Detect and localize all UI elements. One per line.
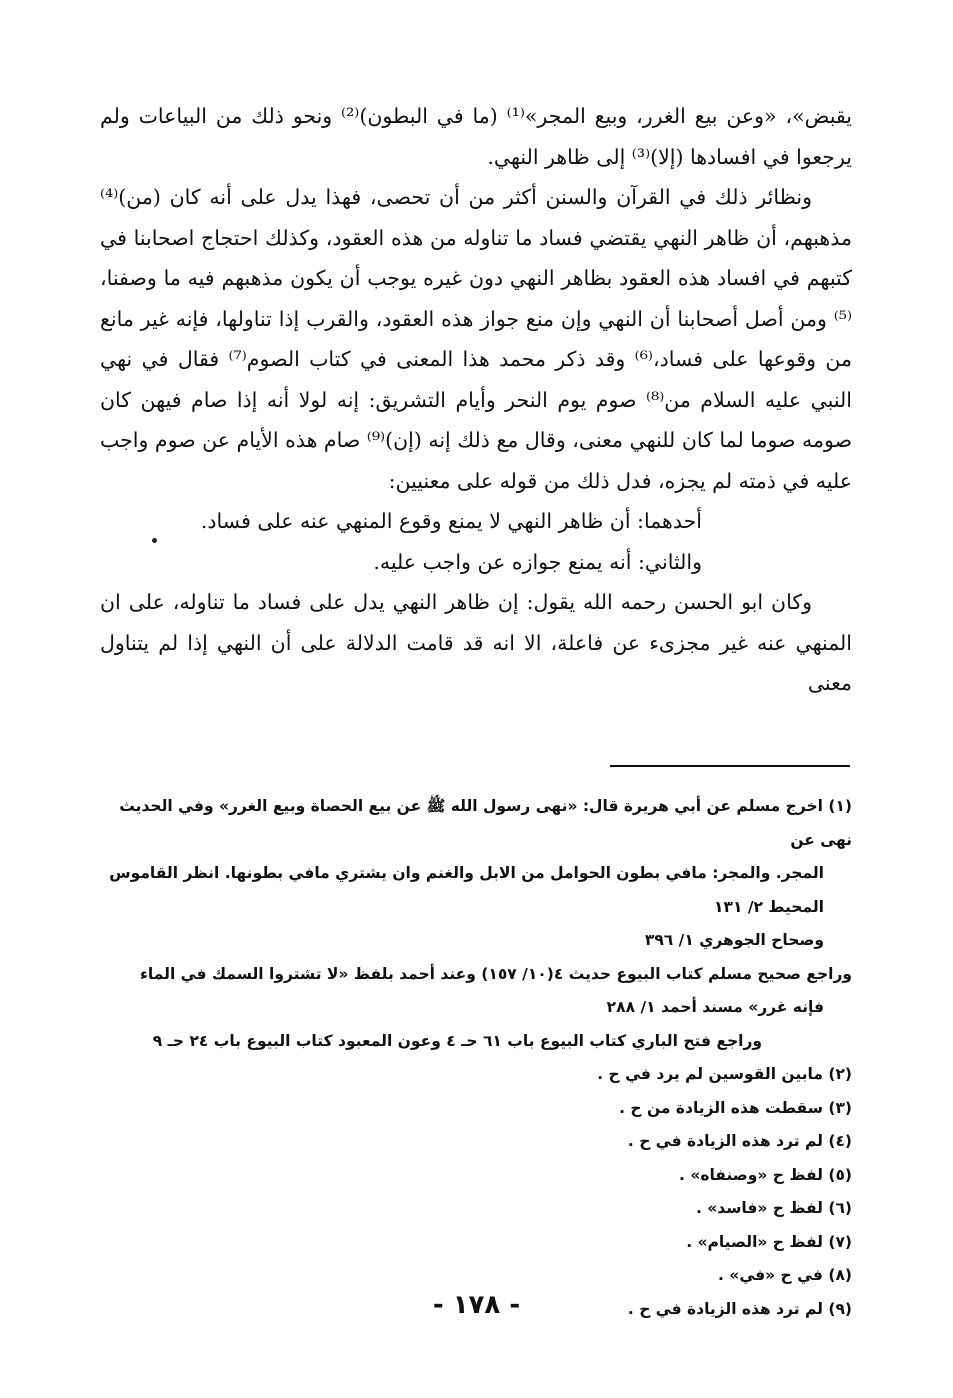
footnote-separator <box>610 765 850 767</box>
main-text <box>100 96 852 704</box>
footnote-9: (٩) لم ترد هذه الزيادة في ح . <box>627 1299 852 1318</box>
footnotes <box>100 790 852 1326</box>
footnote-1-line-6: وراجع فتح الباري كتاب البيوع باب ٦١ حـ ٤ وعون المعبود كتاب البيوع باب ٢٤ حـ ٩ <box>152 1031 762 1050</box>
paragraph-1: يقبض»، «وعن بيع الغرر، وبيع المجر»⁽¹⁾ (ما في البطون)⁽²⁾ ونحو ذلك من البياعات ولم يرجعوا في افسادها (إلا)⁽³⁾ إلى ظاهر النهي. <box>100 104 852 169</box>
footnote-1-line-4: وراجع صحيح مسلم كتاب البيوع حديث ٤(١٠/ ١٥٧) وعند أحمد بلفظ «لا تشتروا السمك في الماء <box>139 964 852 983</box>
footnote-8: (٨) في ح «في» . <box>718 1266 852 1284</box>
footnote-3: (٣) سقطت هذه الزيادة من ح . <box>619 1098 852 1117</box>
paragraph-2: ونظائر ذلك في القرآن والسنن أكثر من أن تحصى، فهذا يدل على أنه كان (من)⁽⁴⁾ مذهبهم، أن ظاهر النهي يقتضي فساد ما تناوله من هذه العقود، وكذلك احتجاج اصحابنا في كتبهم في افساد هذه العقود بظاهر النهي دون غيره يوجب أن يكون مذهبهم فيه ما وصفنا،⁽⁵⁾ ومن أصل أصحابنا أن النهي وإن منع جواز هذه العقود، والقرب إذا تناولها، فإنه غير مانع من وقوعها على فساد،⁽⁶⁾ وقد ذكر محمد هذا المعنى في كتاب الصوم⁽⁷⁾ فقال في نهي النبي عليه السلام من⁽⁸⁾ صوم يوم النحر وأيام التشريق: إنه لولا أنه إذا صام فيهن كان صومه صوما لما كان للنهي معنى، وقال مع ذلك إنه (إن)⁽⁹⁾ صام هذه الأيام عن صوم واجب عليه في ذمته لم يجزه، فدل ذلك من قوله على معنيين: <box>100 185 852 493</box>
footnote-1-line-3: وصحاح الجوهري ١/ ٣٩٦ <box>644 931 824 949</box>
footnote-4: (٤) لم ترد هذه الزيادة في ح . <box>627 1132 852 1150</box>
stray-dot <box>152 538 157 543</box>
footnote-1-line-5: فإنه غرر» مسند أحمد ١/ ٢٨٨ <box>606 998 824 1016</box>
footnote-1-line-1: (١) اخرج مسلم عن أبي هريرة قال: «نهى رسول الله ﷺ عن بيع الحصاة وبيع الغرر» وفي الحديث نهى عن <box>119 797 852 849</box>
list-item-2: والثاني: أنه يمنع جوازه عن واجب عليه. <box>373 549 702 574</box>
footnote-5: (٥) لفظ ح «وصنفاه» . <box>679 1165 852 1184</box>
footnote-6: (٦) لفظ ح «فاسد» . <box>695 1199 852 1217</box>
footnote-7: (٧) لفظ ح «الصيام» . <box>686 1232 852 1251</box>
page-number: - ١٧٨ - <box>432 1290 521 1320</box>
list-item-1: أحدهما: أن ظاهر النهي لا يمنع وقوع المنهي عنه على فساد. <box>200 509 702 533</box>
paragraph-3: وكان ابو الحسن رحمه الله يقول: إن ظاهر النهي يدل على فساد ما تناوله، على ان المنهي عنه غير مجزىء عن فاعلة، الا انه قد قامت الدلالة على أن النهي إذا لم يتناول معنى <box>100 590 852 695</box>
footnote-1-line-2: المجر. والمجر: مافي بطون الحوامل من الابل والغنم وان يشتري مافي بطونها. انظر القاموس المحيط ٢/ ١٣١ <box>109 864 824 916</box>
footnote-2: (٢) مابين القوسين لم يرد في ح . <box>597 1065 852 1083</box>
